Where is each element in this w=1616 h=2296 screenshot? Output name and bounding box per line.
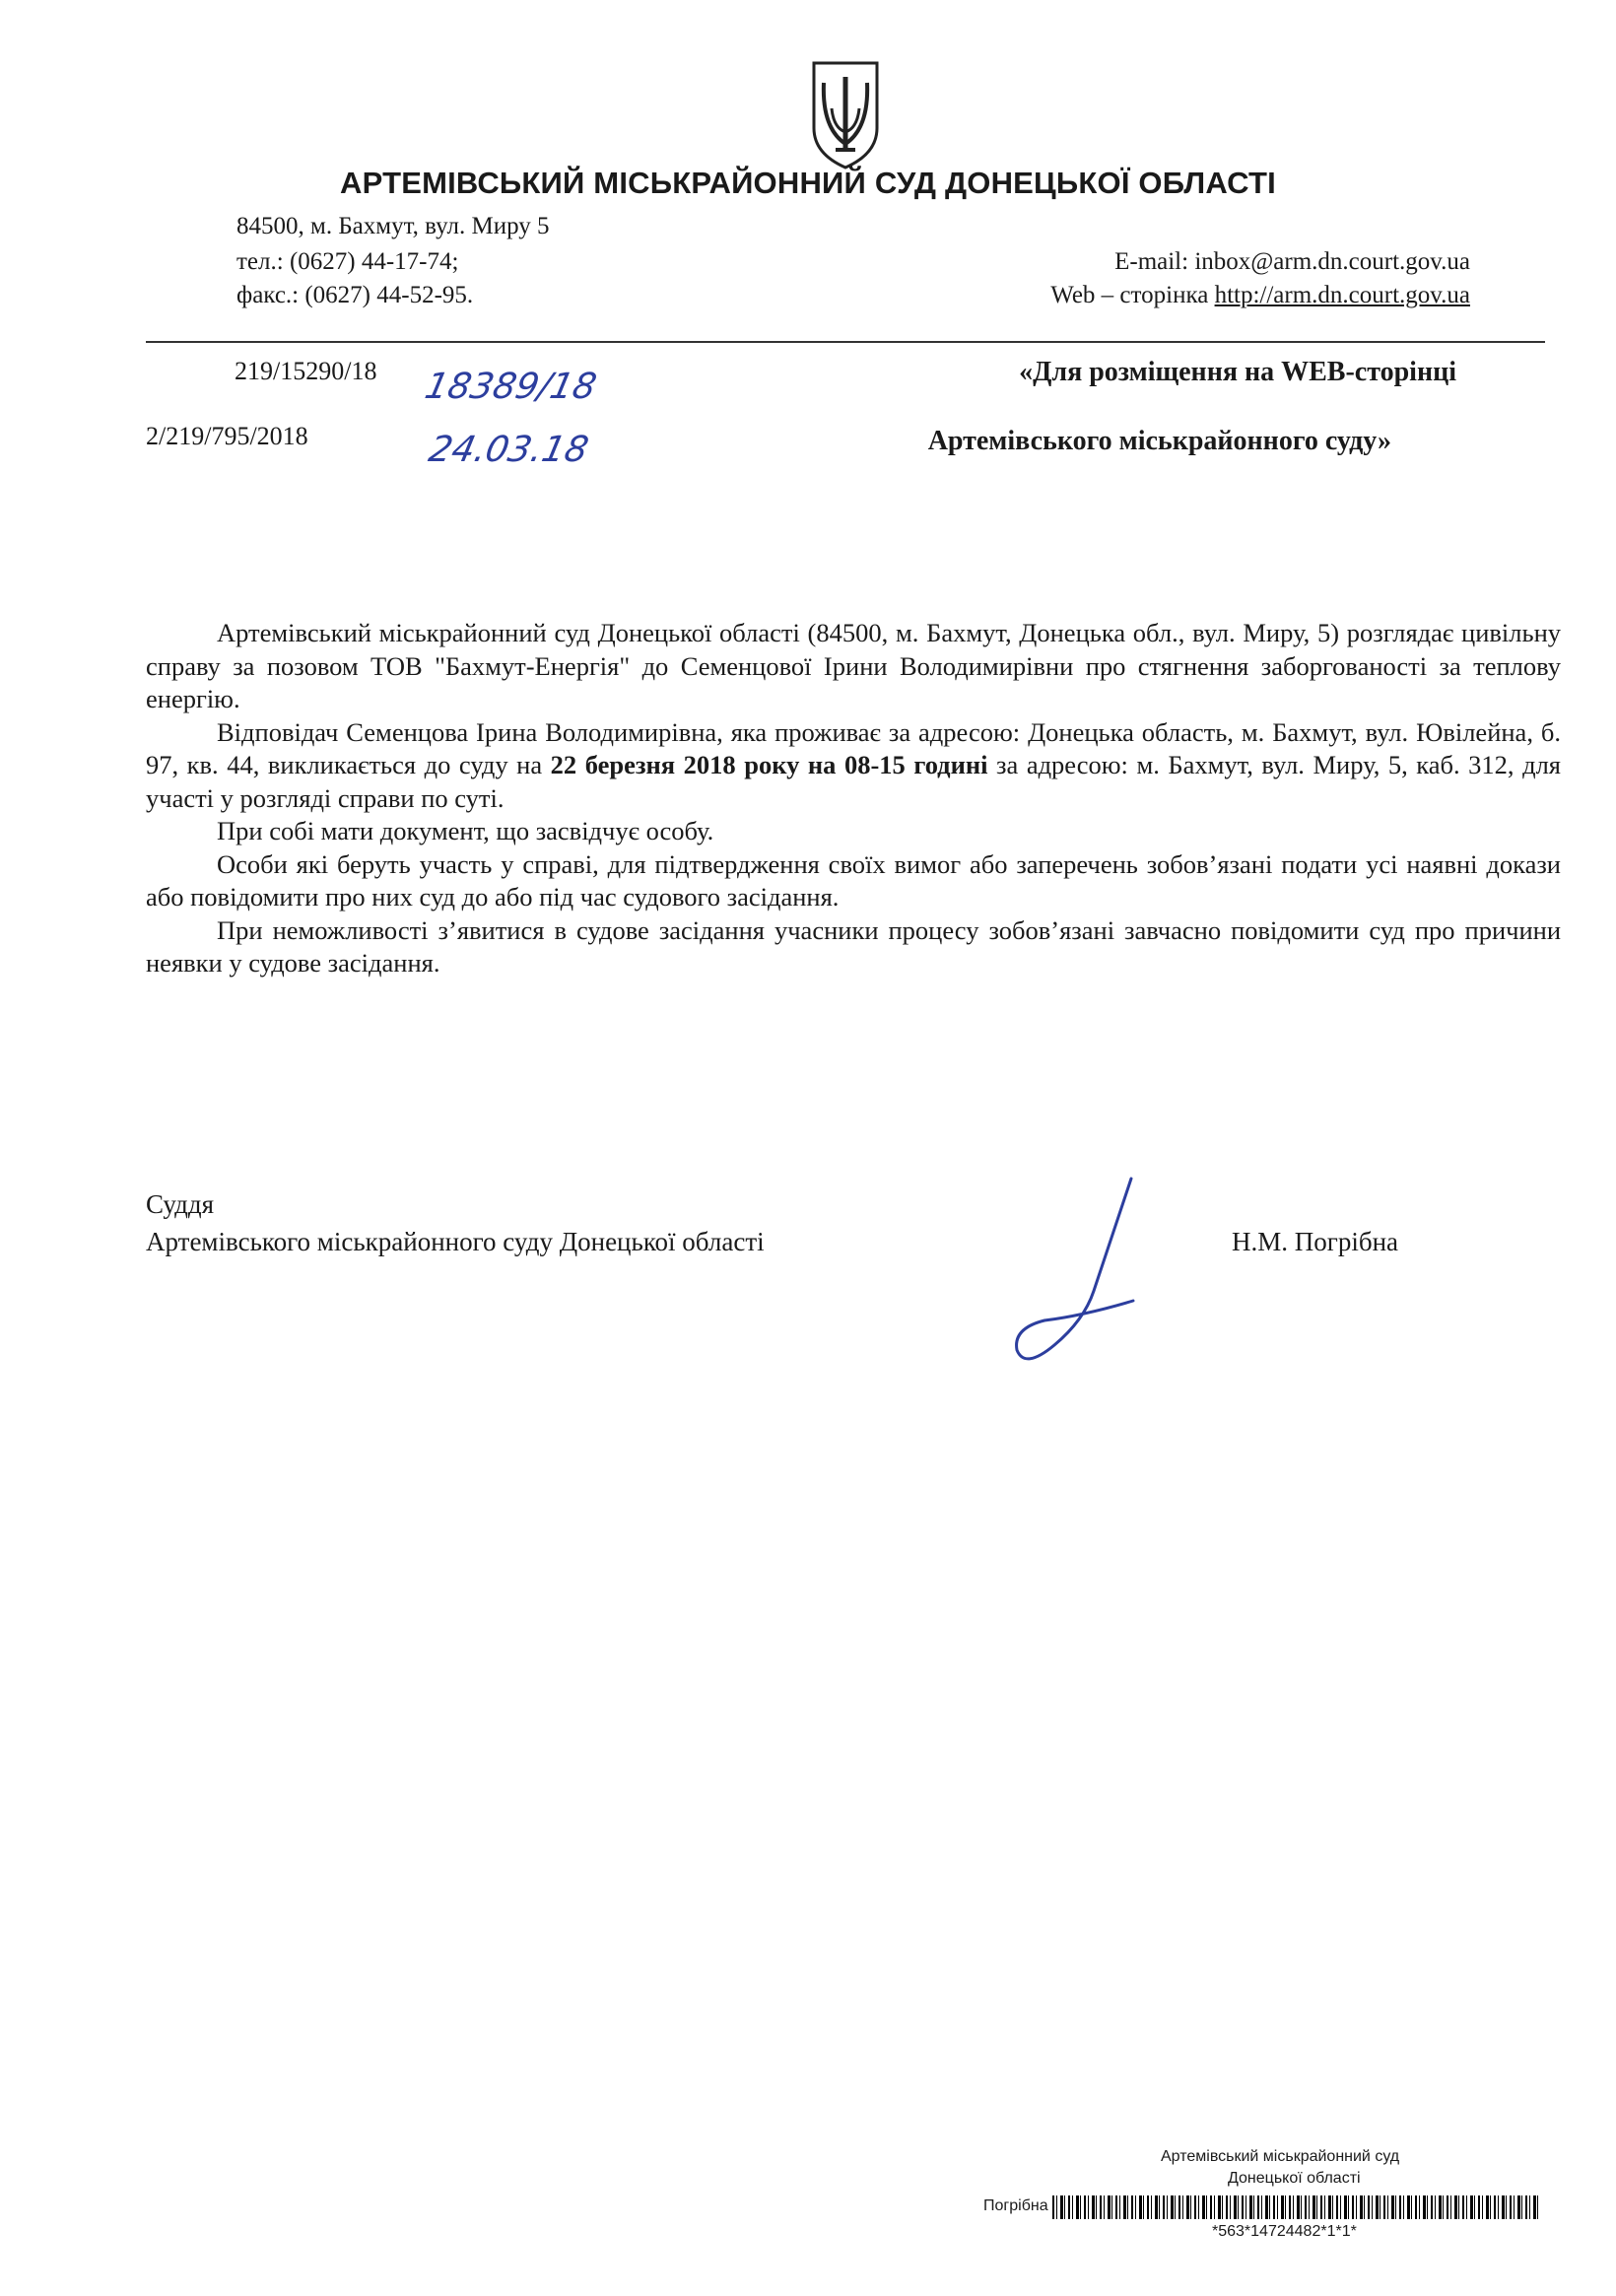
barcode-region: Донецької області — [1228, 2170, 1361, 2187]
case-number-1: 219/15290/18 — [235, 357, 377, 385]
summons-text-b: за адресою: м. Бахмут, вул. Миру, 5, каб. 312, для участі у розгляді справи по суті. — [146, 750, 1562, 813]
coat-of-arms-icon — [806, 59, 885, 171]
judge-court: Артемівського міськрайонного суду Донецької області — [146, 1227, 765, 1256]
publication-note-line2: Артемівського міськрайонного суду» — [927, 426, 1391, 456]
barcode-prefix: Погрібна — [983, 2197, 1048, 2214]
paragraph-summons — [146, 716, 1561, 816]
court-phone: тел.: (0627) 44-17-74; — [236, 248, 459, 275]
header-divider — [146, 341, 1545, 343]
court-fax: факс.: (0627) 44-52-95. — [236, 282, 474, 308]
handwritten-date: 24.03.18 — [425, 430, 592, 470]
barcode-bars — [1052, 2195, 1541, 2219]
website-label: Web – сторінка — [1050, 282, 1215, 308]
notice-body — [146, 617, 1561, 980]
paragraph-case: Артемівський міськрайонний суд Донецької області (84500, м. Бахмут, Донецька обл., вул. Миру, 5) розглядає цивільну справу за позовом ТОВ "Бахмут-Енергія" до Семенцової Ірини Володимирівни про стягнення заборгованості за теплову енергію. — [146, 618, 1561, 713]
court-email: E-mail: inbox@arm.dn.court.gov.ua — [1114, 248, 1470, 275]
judge-title: Суддя — [146, 1189, 215, 1219]
publication-note-line1: «Для розміщення на WEB-сторінці — [1019, 357, 1456, 387]
judge-name: Н.М. Погрібна — [1232, 1227, 1399, 1256]
handwritten-signature — [995, 1173, 1163, 1380]
court-name-heading: АРТЕМІВСЬКИЙ МІСЬКРАЙОННИЙ СУД ДОНЕЦЬКОЇ ОБЛАСТІ — [340, 166, 1276, 200]
paragraph-id: При собі мати документ, що засвідчує особу. — [217, 816, 714, 845]
barcode-code: *563*14724482*1*1* — [1212, 2223, 1357, 2240]
hearing-datetime: 22 березня 2018 року на 08-15 годині — [550, 750, 988, 779]
case-number-2: 2/219/795/2018 — [146, 422, 308, 450]
summons-text-a: Відповідач Семенцова Ірина Володимирівна, яка проживає за адресою: Донецька область, м. Бахмут, вул. Ювілейна, б. 97, кв. 44, викликається до суду на — [146, 716, 1561, 779]
barcode-stamp — [976, 2148, 1547, 2276]
court-website — [1050, 282, 1470, 309]
website-link[interactable]: http://arm.dn.court.gov.ua — [1214, 282, 1470, 308]
barcode-court-name: Артемівський міськрайонний суд — [1161, 2148, 1400, 2165]
paragraph-evidence: Особи які беруть участь у справі, для підтвердження своїх вимог або заперечень зобов’язані подати усі наявні докази або повідомити про них суд до або під час судового засідання. — [146, 848, 1561, 912]
handwritten-registration-number: 18389/18 — [421, 367, 600, 407]
court-address: 84500, м. Бахмут, вул. Миру 5 — [236, 213, 550, 239]
paragraph-absence: При неможливості з’явитися в судове засідання учасники процесу зобов’язані завчасно повідомити суд про причини неявки у судове засідання. — [146, 914, 1561, 978]
